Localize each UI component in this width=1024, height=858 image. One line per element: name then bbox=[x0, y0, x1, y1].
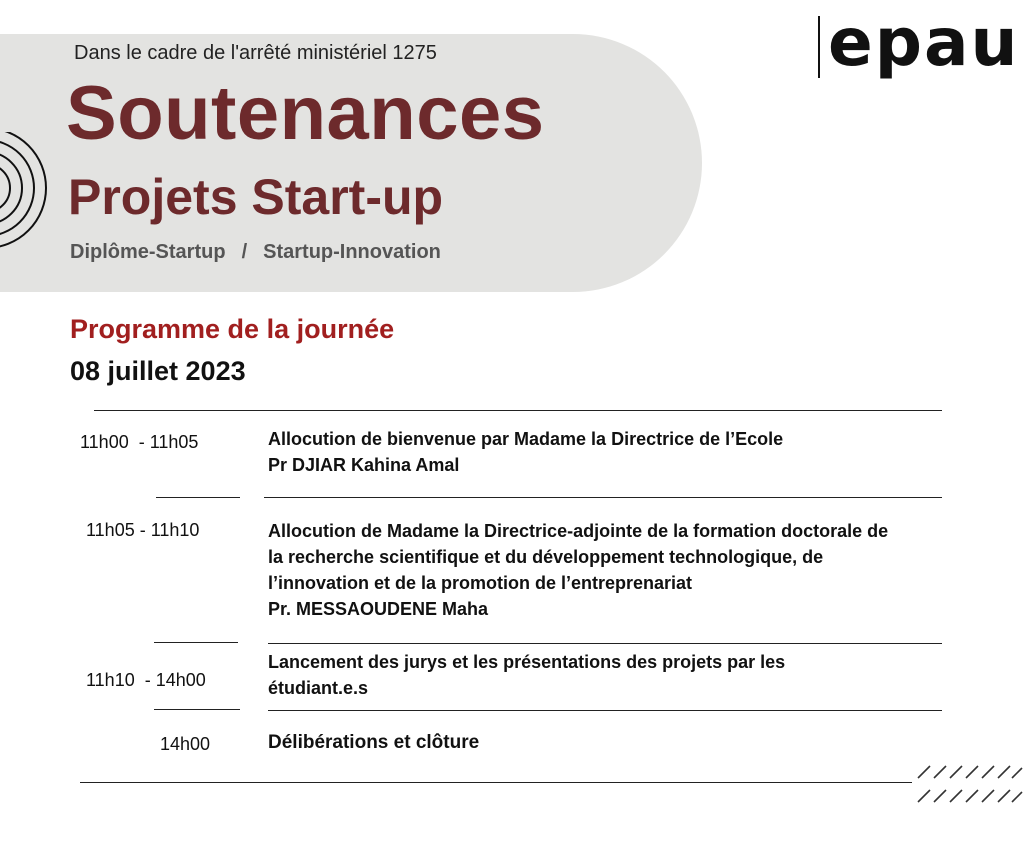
intro-text: Dans le cadre de l'arrêté ministériel 1275 bbox=[74, 42, 437, 64]
tracks-line bbox=[70, 241, 441, 264]
track-startup-innovation: Startup-Innovation bbox=[263, 241, 441, 263]
item-time: 11h10 - 14h00 bbox=[86, 670, 206, 690]
item-description bbox=[268, 426, 783, 478]
item-line: étudiant.e.s bbox=[268, 678, 369, 698]
track-diplome-startup: Diplôme-Startup bbox=[70, 241, 226, 263]
item-line: l’innovation et de la promotion de l’entreprenariat bbox=[268, 573, 693, 593]
divider-line bbox=[264, 497, 942, 498]
item-description bbox=[268, 730, 479, 756]
page-title: Soutenances bbox=[66, 71, 545, 156]
item-line: Allocution de bienvenue par Madame la Directrice de l’Ecole bbox=[268, 429, 784, 449]
logo-divider bbox=[818, 16, 820, 78]
item-line: Allocution de Madame la Directrice-adjointe de la formation doctorale de bbox=[268, 521, 889, 541]
item-description bbox=[268, 518, 888, 622]
divider-line bbox=[154, 709, 240, 710]
item-speaker: Pr. MESSAOUDENE Maha bbox=[268, 599, 489, 619]
divider-line bbox=[80, 782, 912, 783]
item-time: 11h00 - 11h05 bbox=[80, 432, 199, 452]
item-time: 14h00 bbox=[160, 734, 211, 754]
item-line: la recherche scientifique et du développement technologique, de bbox=[268, 547, 824, 567]
divider-line bbox=[156, 497, 240, 498]
divider-line bbox=[94, 410, 942, 411]
item-description bbox=[268, 649, 785, 701]
page-subtitle: Projets Start-up bbox=[68, 169, 444, 225]
divider-line bbox=[154, 642, 238, 643]
divider-line bbox=[268, 710, 942, 711]
item-line: Lancement des jurys et les présentations des projets par les bbox=[268, 652, 786, 672]
programme-date: 08 juillet 2023 bbox=[70, 356, 246, 386]
item-line: Délibérations et clôture bbox=[268, 732, 480, 753]
epau-logo: epau bbox=[828, 4, 1020, 81]
concentric-circles-decoration bbox=[0, 132, 50, 252]
item-time: 11h05 - 11h10 bbox=[86, 520, 200, 540]
divider-line bbox=[268, 643, 942, 644]
item-speaker: Pr DJIAR Kahina Amal bbox=[268, 455, 460, 475]
hatch-decoration bbox=[912, 760, 1024, 810]
track-separator: / bbox=[241, 241, 248, 263]
programme-title: Programme de la journée bbox=[70, 314, 395, 344]
